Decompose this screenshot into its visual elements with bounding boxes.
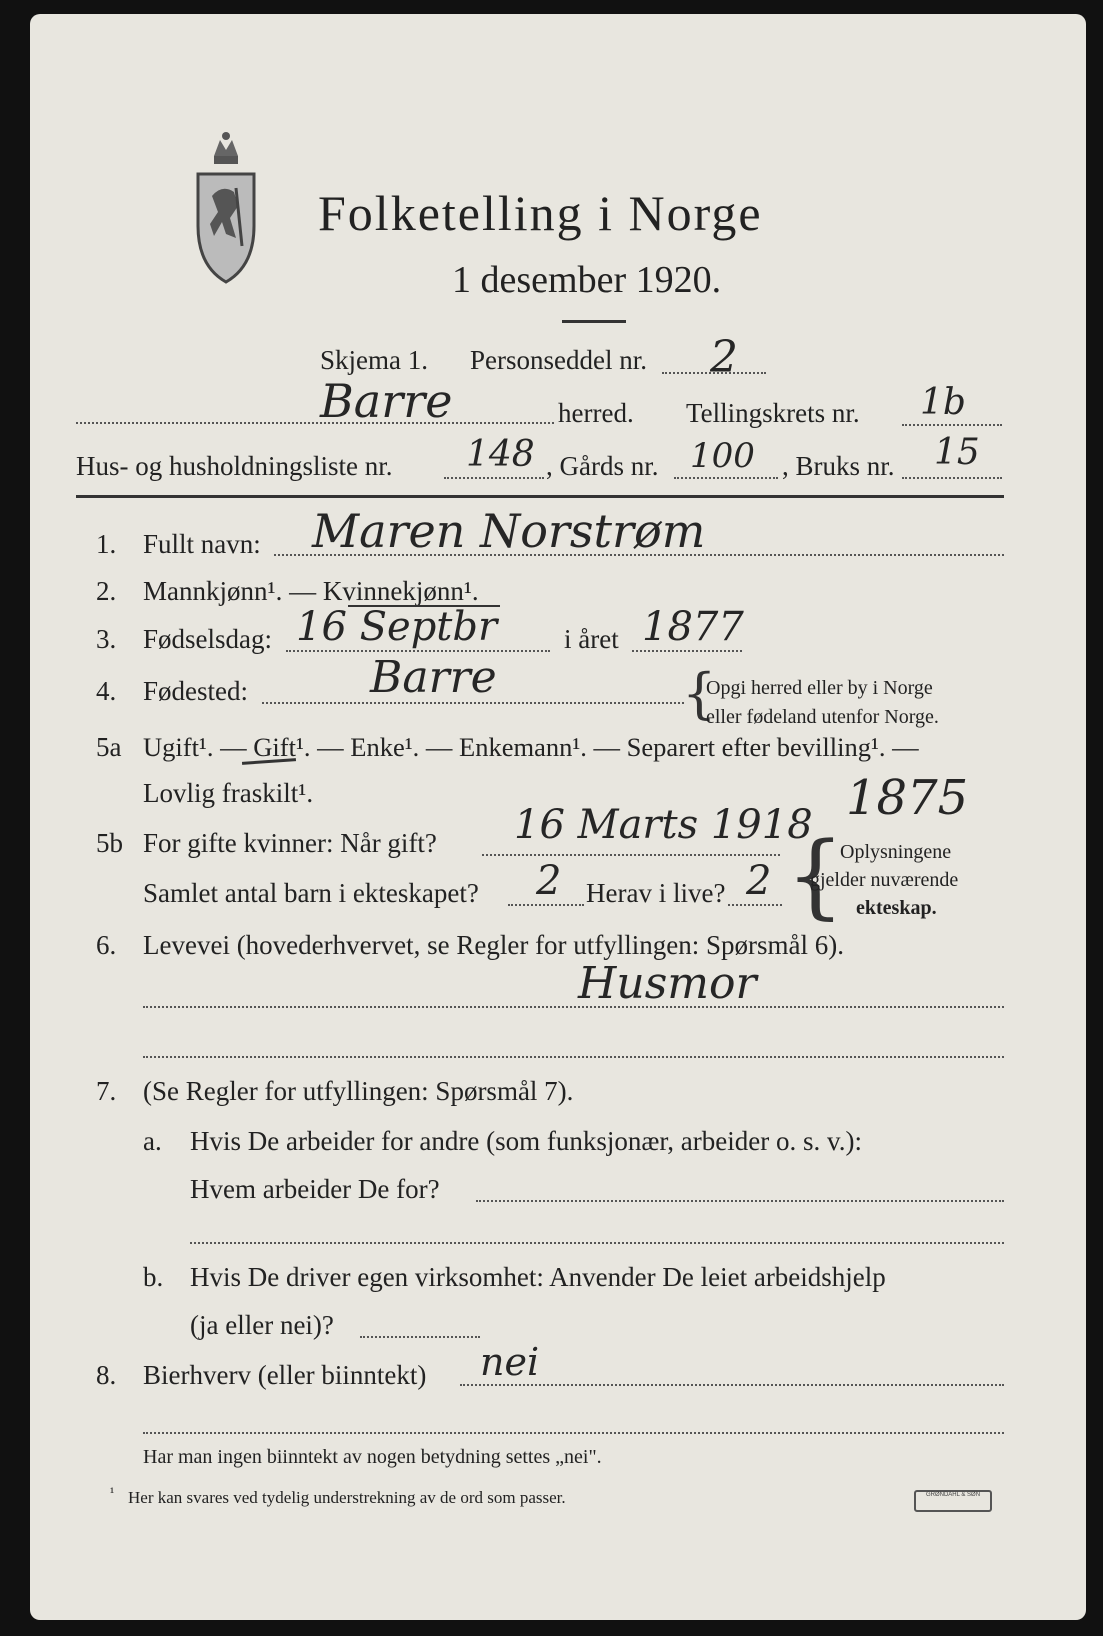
tellingskrets-line (902, 424, 1002, 426)
q6-label: Levevei (hovederhvervet, se Regler for utfyllingen: Spørsmål 6). (143, 930, 845, 960)
q5b-note-line2: gjelder nuværende (810, 869, 959, 891)
q5b-number: 5b (96, 828, 123, 858)
husholdningsliste-value: 148 (466, 434, 535, 475)
q5b-extra-year: 1875 (846, 770, 969, 826)
q6-number: 6. (96, 930, 117, 960)
q5a-marital-options-2: Lovlig fraskilt¹. (143, 778, 314, 808)
husholdningsliste-label: Hus- og husholdningsliste nr. (76, 451, 393, 481)
q2-gender-options: Mannkjønn¹. — Kvinnekjønn¹. (143, 576, 479, 606)
q7b-label-2: (ja eller nei)? (190, 1310, 334, 1340)
q1-number: 1. (96, 529, 117, 559)
bruks-line (902, 477, 1002, 479)
q5b-alive-line (728, 904, 782, 906)
schema-label: Skjema 1. (320, 345, 428, 375)
q3-year-label: i året (564, 624, 619, 654)
q3-number: 3. (96, 624, 117, 654)
q5b-children-line (508, 904, 584, 906)
occupation-value: Husmor (578, 958, 757, 1009)
gards-line (674, 477, 778, 479)
q5a-number: 5a (96, 732, 122, 762)
header-divider (76, 495, 1004, 498)
full-name-value: Maren Norstrøm (312, 504, 706, 558)
q7-label: (Se Regler for utfyllingen: Spørsmål 7). (143, 1076, 574, 1106)
q5b-children-label: Samlet antal barn i ekteskapet? (143, 878, 479, 908)
q8-number: 8. (96, 1360, 117, 1390)
footnote-mark: ¹ (110, 1486, 115, 1501)
q5a-marital-options: Ugift¹. — Gift¹. — Enke¹. — Enkemann¹. — Separert efter bevilling¹. — (143, 732, 919, 762)
census-form (30, 14, 1086, 1620)
gards-label: , Gårds nr. (546, 451, 659, 481)
q7b-line (360, 1336, 480, 1338)
children-alive-value: 2 (746, 858, 772, 904)
husholdningsliste-line (444, 477, 544, 479)
q3-label: Fødselsdag: (143, 624, 273, 654)
q5b-note-line1: Oplysningene (840, 841, 952, 863)
q4-note-line2: eller fødeland utenfor Norge. (706, 706, 939, 728)
side-income-value: nei (480, 1340, 540, 1384)
printer-stamp: GRØNDAHL & SØN (914, 1490, 992, 1512)
q5b-brace: { (786, 822, 845, 929)
children-count-value: 2 (536, 858, 562, 904)
q7a-line-1 (476, 1200, 1004, 1202)
married-date-value: 16 Marts 1918 (514, 802, 813, 848)
tellingskrets-label: Tellingskrets nr. (686, 398, 860, 428)
footer-note: Har man ingen biinntekt av nogen betydning settes „nei". (143, 1446, 602, 1468)
q7b-label: Hvis De driver egen virksomhet: Anvender De leiet arbeidshjelp (190, 1262, 886, 1292)
q7-number: 7. (96, 1076, 117, 1106)
q4-label: Fødested: (143, 676, 248, 706)
q8-label: Bierhverv (eller biinntekt) (143, 1360, 427, 1390)
birth-year-value: 1877 (642, 604, 744, 650)
q6-line-1 (143, 1006, 1004, 1008)
birthdate-value: 16 Septbr (296, 604, 498, 650)
q5b-label: For gifte kvinner: Når gift? (143, 828, 437, 858)
personseddel-label: Personseddel nr. (470, 345, 647, 375)
q7a-label-2: Hvem arbeider De for? (190, 1174, 440, 1204)
q1-label: Fullt navn: (143, 529, 261, 559)
herred-label: herred. (558, 398, 634, 428)
q2-number: 2. (96, 576, 117, 606)
q5b-note-line3: ekteskap. (856, 897, 937, 919)
bruks-value: 15 (934, 432, 980, 473)
q7b-letter: b. (143, 1262, 164, 1292)
q7a-line-2 (190, 1242, 1004, 1244)
q3-year-line (632, 650, 742, 652)
gards-value: 100 (690, 436, 755, 476)
footnote-text: Her kan svares ved tydelig understrekning av de ord som passer. (128, 1488, 566, 1507)
coat-of-arms-icon (192, 126, 260, 286)
personseddel-value: 2 (710, 332, 738, 383)
q5b-alive-label: Herav i live? (586, 878, 726, 908)
form-title: Folketelling i Norge (318, 185, 763, 241)
form-date: 1 desember 1920. (452, 259, 722, 301)
tellingskrets-value: 1b (920, 382, 966, 423)
q8-line-1 (460, 1384, 1004, 1386)
q4-number: 4. (96, 676, 117, 706)
title-divider (562, 320, 626, 323)
q5b-line (482, 854, 780, 856)
birthplace-value: Barre (370, 652, 497, 703)
herred-line (76, 422, 554, 424)
bruks-label: , Bruks nr. (782, 451, 895, 481)
q7a-label: Hvis De arbeider for andre (som funksjonær, arbeider o. s. v.): (190, 1126, 862, 1156)
q4-brace: { (682, 662, 717, 725)
q7a-letter: a. (143, 1126, 162, 1156)
q6-line-2 (143, 1056, 1004, 1058)
q4-note-line1: Opgi herred eller by i Norge (706, 677, 933, 699)
herred-value: Barre (320, 374, 453, 428)
q8-line-2 (143, 1432, 1004, 1434)
